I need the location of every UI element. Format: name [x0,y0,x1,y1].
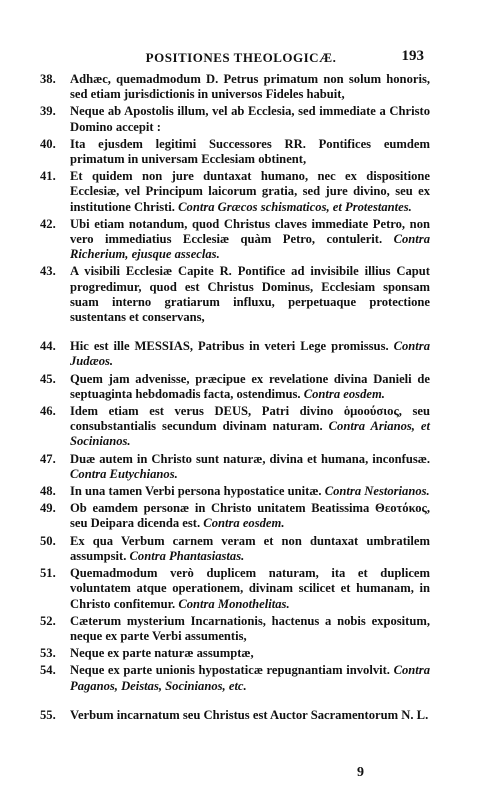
proposition-contra: Contra Judæos. [70,339,430,369]
proposition-number: 51. [40,566,56,581]
proposition-contra: Contra Phantasiastas. [129,548,245,563]
proposition-text: Ita ejusdem legitimi Successores RR. Pontifices eumdem primatum in universam Ecclesiam obtinent, [70,136,430,167]
proposition-contra: Contra Arianos, et Socinianos. [70,419,431,449]
proposition-41 [40,169,430,215]
proposition-text: Quem jam advenisse, præcipue ex revelatione divina Danieli de septuaginta hebdomadis facta, ostendimus. [70,371,430,401]
proposition-number: 54. [40,663,56,678]
proposition-number: 41. [40,169,56,184]
proposition-55 [40,708,430,723]
proposition-40 [40,137,430,167]
proposition-48 [40,484,430,499]
proposition-number: 48. [40,484,56,499]
proposition-text: Ob eamdem personæ in Christo unitatem Beatissima Θεοτόκος, seu Deipara dicenda est. [70,501,430,531]
page-header [0,50,482,70]
signature-mark: 9 [357,765,364,780]
proposition-contra: Contra Richerium, ejusque asseclas. [70,232,430,262]
proposition-number: 45. [40,371,56,386]
proposition-text: Cæterum mysterium Incarnationis, hactenus a nobis expositum, neque ex parte Verbi assumentis, [70,613,430,643]
proposition-text: Idem etiam est verus DEUS, Patri divino ὁμοούσιος, seu consubstantialis secundum divinam naturam. [70,404,430,434]
proposition-46 [40,404,430,450]
page-number: 193 [401,48,424,64]
proposition-number: 40. [40,136,56,151]
proposition-contra: Contra Monothelitas. [178,596,290,611]
proposition-50 [40,534,430,564]
proposition-43 [40,264,430,325]
proposition-text: Duæ autem in Christo sunt naturæ, divina et humana, inconfusæ. [70,451,430,466]
proposition-text: Et quidem non jure duntaxat humano, nec ex dispositione Ecclesiæ, vel Principum laicorum gratia, sed jure divino, seu ex institutione Christi. [70,169,430,214]
proposition-number: 42. [40,216,56,231]
proposition-number: 46. [40,404,56,419]
proposition-number: 52. [40,613,56,628]
proposition-text: Adhæc, quemadmodum D. Petrus primatum non solum honoris, sed etiam jurisdictionis in universos Fideles habuit, [70,72,430,102]
proposition-contra: Contra Paganos, Deistas, Socinianos, etc. [70,663,431,693]
proposition-38 [40,72,430,102]
proposition-contra: Contra Eutychianos. [70,466,178,481]
proposition-text: Neque ex parte naturæ assumptæ, [70,646,254,661]
proposition-number: 38. [40,72,56,86]
proposition-number: 44. [40,339,56,354]
proposition-number: 53. [40,646,56,661]
proposition-number: 50. [40,533,56,548]
proposition-contra: Contra Græcos schismaticos, et Protestantes. [178,199,412,214]
proposition-text: Neque ex parte unionis hypostaticæ repugnantiam involvit. [70,663,390,678]
proposition-53 [40,646,430,661]
proposition-text: Hic est ille MESSIAS, Patribus in veteri Lege promissus. [70,339,389,354]
proposition-number: 43. [40,264,56,279]
proposition-42 [40,217,430,263]
propositions-list [40,72,430,725]
running-title: POSITIONES THEOLOGICÆ. [145,50,337,65]
proposition-number: 49. [40,501,56,516]
proposition-text: Quemadmodum verò duplicem naturam, ita et duplicem voluntatem atque operationem, divinam scilicet et humanam, in Christo confitemur. [70,566,430,611]
proposition-text: A visibili Ecclesiæ Capite R. Pontifice ad invisibile illius Caput progredimur, quod est Christus Dominus, Ecclesiam sponsam suam interno gratiarum influxu, perpetuaque protectione sustentans et conservans, [70,264,430,325]
proposition-text: In una tamen Verbi persona hypostatice unitæ. [70,484,322,499]
proposition-47 [40,452,430,482]
proposition-contra: Contra eosdem. [303,386,385,401]
proposition-contra: Contra Nestorianos. [324,484,430,499]
proposition-51 [40,566,430,612]
proposition-52 [40,614,430,644]
proposition-text: Verbum incarnatum seu Christus est Auctor Sacramentorum N. L. [70,707,429,722]
proposition-44 [40,339,430,369]
proposition-text: Neque ab Apostolis illum, vel ab Ecclesia, sed immediate a Christo Domino accepit : [70,104,430,134]
proposition-49 [40,501,430,531]
proposition-54 [40,663,430,693]
proposition-39 [40,104,430,134]
proposition-number: 39. [40,104,56,119]
proposition-contra: Contra eosdem. [203,516,285,531]
proposition-text: Ubi etiam notandum, quod Christus claves immediate Petro, non vero immediatius Ecclesiæ quàm Petro, contulerit. [70,216,430,247]
proposition-number: 55. [40,707,56,722]
proposition-number: 47. [40,451,56,466]
proposition-text: Ex qua Verbum carnem veram et non duntaxat umbratilem assumpsit. [70,533,430,563]
proposition-45 [40,372,430,402]
